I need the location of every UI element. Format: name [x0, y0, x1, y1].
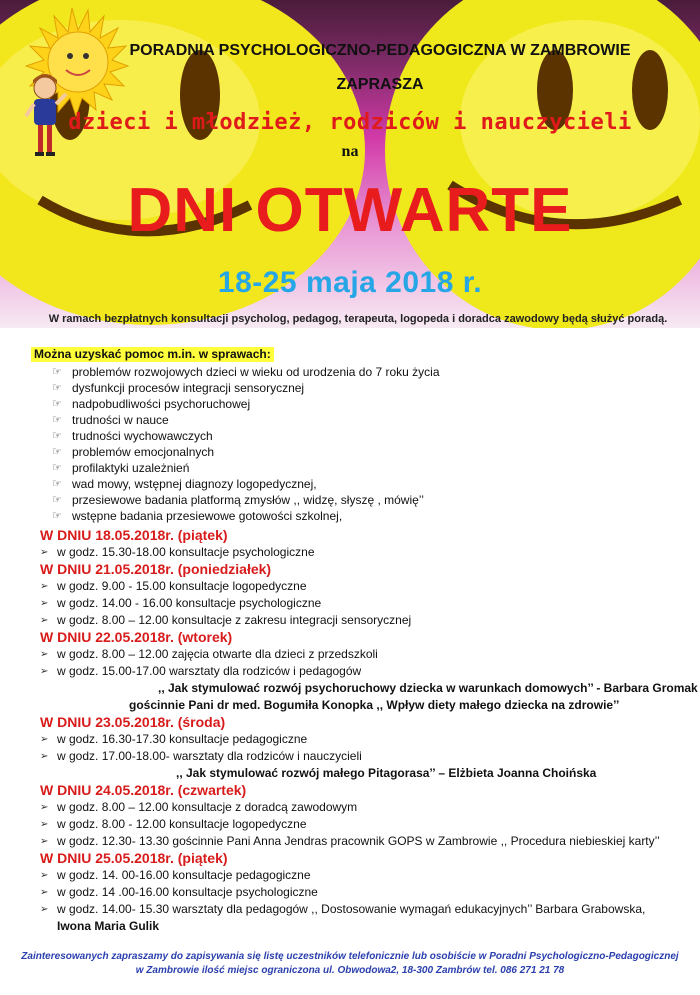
schedule-entry	[40, 748, 695, 765]
help-list-item-text: problemów emocjonalnych	[72, 445, 215, 459]
schedule-entry	[40, 816, 695, 833]
schedule-day	[40, 629, 698, 714]
arrow-bullet-icon: ➢	[40, 887, 49, 898]
schedule-entry-text: w godz. 15.00-17.00 warsztaty dla rodziców i pedagogów	[57, 664, 362, 678]
arrow-bullet-icon: ➢	[40, 734, 49, 745]
hero-text	[0, 0, 700, 328]
help-list-item	[52, 508, 440, 524]
schedule-day-heading: W DNIU 24.05.2018r. (czwartek)	[40, 782, 247, 798]
schedule-day	[40, 782, 695, 850]
schedule-entry-text: w godz. 12.30- 13.30 gościnnie Pani Anna Jendras pracownik GOPS w Zambrowie ,, Procedura niebieskiej karty’’	[57, 834, 660, 848]
schedule-day-heading: W DNIU 22.05.2018r. (wtorek)	[40, 629, 233, 645]
schedule-entry-text: w godz. 14. 00-16.00 konsultacje pedagogiczne	[57, 868, 311, 882]
help-list-item	[52, 492, 440, 508]
schedule-entry-text: w godz. 16.30-17.30 konsultacje pedagogiczne	[57, 732, 308, 746]
schedule-entry-text: w godz. 15.30-18.00 konsultacje psychologiczne	[57, 545, 315, 559]
help-list-item-text: profilaktyki uzależnień	[72, 461, 190, 475]
schedule-entry-detail: gościnnie Pani dr med. Bogumiła Konopka ,, Wpływ diety małego dziecka na zdrowie’’	[129, 698, 620, 712]
arrow-bullet-icon: ➢	[40, 581, 49, 592]
help-list-item-text: dysfunkcji procesów integracji sensorycznej	[72, 381, 305, 395]
help-list-item	[52, 396, 440, 412]
arrow-bullet-icon: ➢	[40, 751, 49, 762]
pointing-hand-icon: ☞	[52, 446, 62, 458]
schedule-entry-text: w godz. 9.00 - 15.00 konsultacje logopedyczne	[57, 579, 307, 593]
arrow-bullet-icon: ➢	[40, 615, 49, 626]
help-list-item	[52, 444, 440, 460]
help-list-item-text: trudności wychowawczych	[72, 429, 213, 443]
organization-name: PORADNIA PSYCHOLOGICZNO-PEDAGOGICZNA W ZAMBROWIE	[129, 42, 631, 59]
hero-banner	[0, 0, 700, 328]
pointing-hand-icon: ☞	[52, 414, 62, 426]
schedule-entry	[40, 833, 695, 850]
pointing-hand-icon: ☞	[52, 398, 62, 410]
help-list-item-text: trudności w nauce	[72, 413, 169, 427]
schedule-entry-text: w godz. 14.00- 15.30 warsztaty dla pedagogów ,, Dostosowanie wymagań edukacyjnych’’ Barbara Grabowska,	[57, 902, 646, 916]
help-list-item	[52, 412, 440, 428]
help-list-item-text: przesiewowe badania platformą zmysłów ,, widzę, słyszę , mówię’’	[72, 493, 424, 507]
schedule-entry-text: w godz. 8.00 - 12.00 konsultacje logopedyczne	[57, 817, 307, 831]
schedule-entry-detail: ,, Jak stymulować rozwój psychoruchowy dziecka w warunkach domowych’’ - Barbara Gromak	[158, 681, 698, 695]
help-list-item	[52, 428, 440, 444]
schedule-entry	[40, 544, 695, 561]
schedule-day	[40, 527, 695, 561]
audience-text: dzieci i młodzież, rodziców i nauczycieli	[68, 110, 632, 135]
arrow-bullet-icon: ➢	[40, 547, 49, 558]
schedule-entry-detail: ,, Jak stymulować rozwój małego Pitagorasa’’ – Elżbieta Joanna Choińska	[176, 766, 597, 780]
schedule-entry-text: w godz. 17.00-18.00- warsztaty dla rodziców i nauczycieli	[57, 749, 362, 763]
pointing-hand-icon: ☞	[52, 478, 62, 490]
schedule-entry	[40, 612, 695, 629]
arrow-bullet-icon: ➢	[40, 598, 49, 609]
help-heading: Można uzyskać pomoc m.in. w sprawach:	[31, 347, 274, 362]
schedule-entry	[40, 578, 695, 595]
help-list	[52, 364, 440, 524]
pointing-hand-icon: ☞	[52, 366, 62, 378]
help-list-item	[52, 476, 440, 492]
schedule-entry	[40, 595, 695, 612]
on-text: na	[341, 143, 359, 160]
schedule-day-heading: W DNIU 21.05.2018r. (poniedziałek)	[40, 561, 272, 577]
schedule-day-heading: W DNIU 25.05.2018r. (piątek)	[40, 850, 228, 866]
footer-line-1: Zainteresowanych zapraszamy do zapisywania się listę uczestników telefonicznie lub osobiście w Poradni Psychologiczno-Pedagogicznej	[21, 951, 679, 962]
schedule-day	[40, 850, 695, 935]
schedule-entry	[40, 731, 695, 748]
schedule-entry-text: w godz. 14.00 - 16.00 konsultacje psychologiczne	[57, 596, 322, 610]
help-list-item-text: nadpobudliwości psychoruchowej	[72, 397, 251, 411]
pointing-hand-icon: ☞	[52, 494, 62, 506]
schedule-entry	[40, 799, 695, 816]
schedule-entry-detail: Iwona Maria Gulik	[57, 919, 160, 933]
arrow-bullet-icon: ➢	[40, 904, 49, 915]
intro-text: W ramach bezpłatnych konsultacji psycholog, pedagog, terapeuta, logopeda i doradca zawodowy będą służyć poradą.	[48, 313, 668, 325]
arrow-bullet-icon: ➢	[40, 819, 49, 830]
pointing-hand-icon: ☞	[52, 462, 62, 474]
pointing-hand-icon: ☞	[52, 510, 62, 522]
help-list-item-text: wstępne badania przesiewowe gotowości szkolnej,	[72, 509, 343, 523]
schedule-entry	[40, 646, 695, 663]
schedule-day	[40, 714, 695, 782]
schedule-entry	[40, 663, 695, 680]
help-list-item	[52, 380, 440, 396]
invite-text: ZAPRASZA	[336, 76, 424, 93]
arrow-bullet-icon: ➢	[40, 836, 49, 847]
schedule-day-heading: W DNIU 23.05.2018r. (środa)	[40, 714, 226, 730]
arrow-bullet-icon: ➢	[40, 870, 49, 881]
schedule-entry	[40, 867, 695, 884]
schedule	[40, 527, 698, 935]
event-dates: 18-25 maja 2018 r.	[217, 266, 483, 299]
schedule-day-heading: W DNIU 18.05.2018r. (piątek)	[40, 527, 228, 543]
arrow-bullet-icon: ➢	[40, 666, 49, 677]
schedule-entry	[40, 884, 695, 901]
schedule-entry-text: w godz. 8.00 – 12.00 zajęcia otwarte dla dzieci z przedszkoli	[57, 647, 378, 661]
help-list-item	[52, 364, 440, 380]
help-list-item-text: problemów rozwojowych dzieci w wieku od urodzenia do 7 roku życia	[72, 365, 440, 379]
schedule-entry-text: w godz. 8.00 – 12.00 konsultacje z doradcą zawodowym	[57, 800, 358, 814]
footer-line-2: w Zambrowie ilość miejsc ograniczona ul. Obwodowa2, 18-300 Zambrów tel. 086 271 21 78	[135, 965, 565, 976]
pointing-hand-icon: ☞	[52, 430, 62, 442]
help-list-item	[52, 460, 440, 476]
schedule-entry	[40, 901, 695, 918]
event-title: DNI OTWARTE	[127, 176, 573, 245]
footer	[0, 950, 700, 978]
schedule-entry-text: w godz. 8.00 – 12.00 konsultacje z zakresu integracji sensorycznej	[57, 613, 412, 627]
help-list-item-text: wad mowy, wstępnej diagnozy logopedycznej,	[72, 477, 317, 491]
arrow-bullet-icon: ➢	[40, 649, 49, 660]
schedule-day	[40, 561, 695, 629]
schedule-entry-text: w godz. 14 .00-16.00 konsultacje psychologiczne	[57, 885, 318, 899]
pointing-hand-icon: ☞	[52, 382, 62, 394]
arrow-bullet-icon: ➢	[40, 802, 49, 813]
